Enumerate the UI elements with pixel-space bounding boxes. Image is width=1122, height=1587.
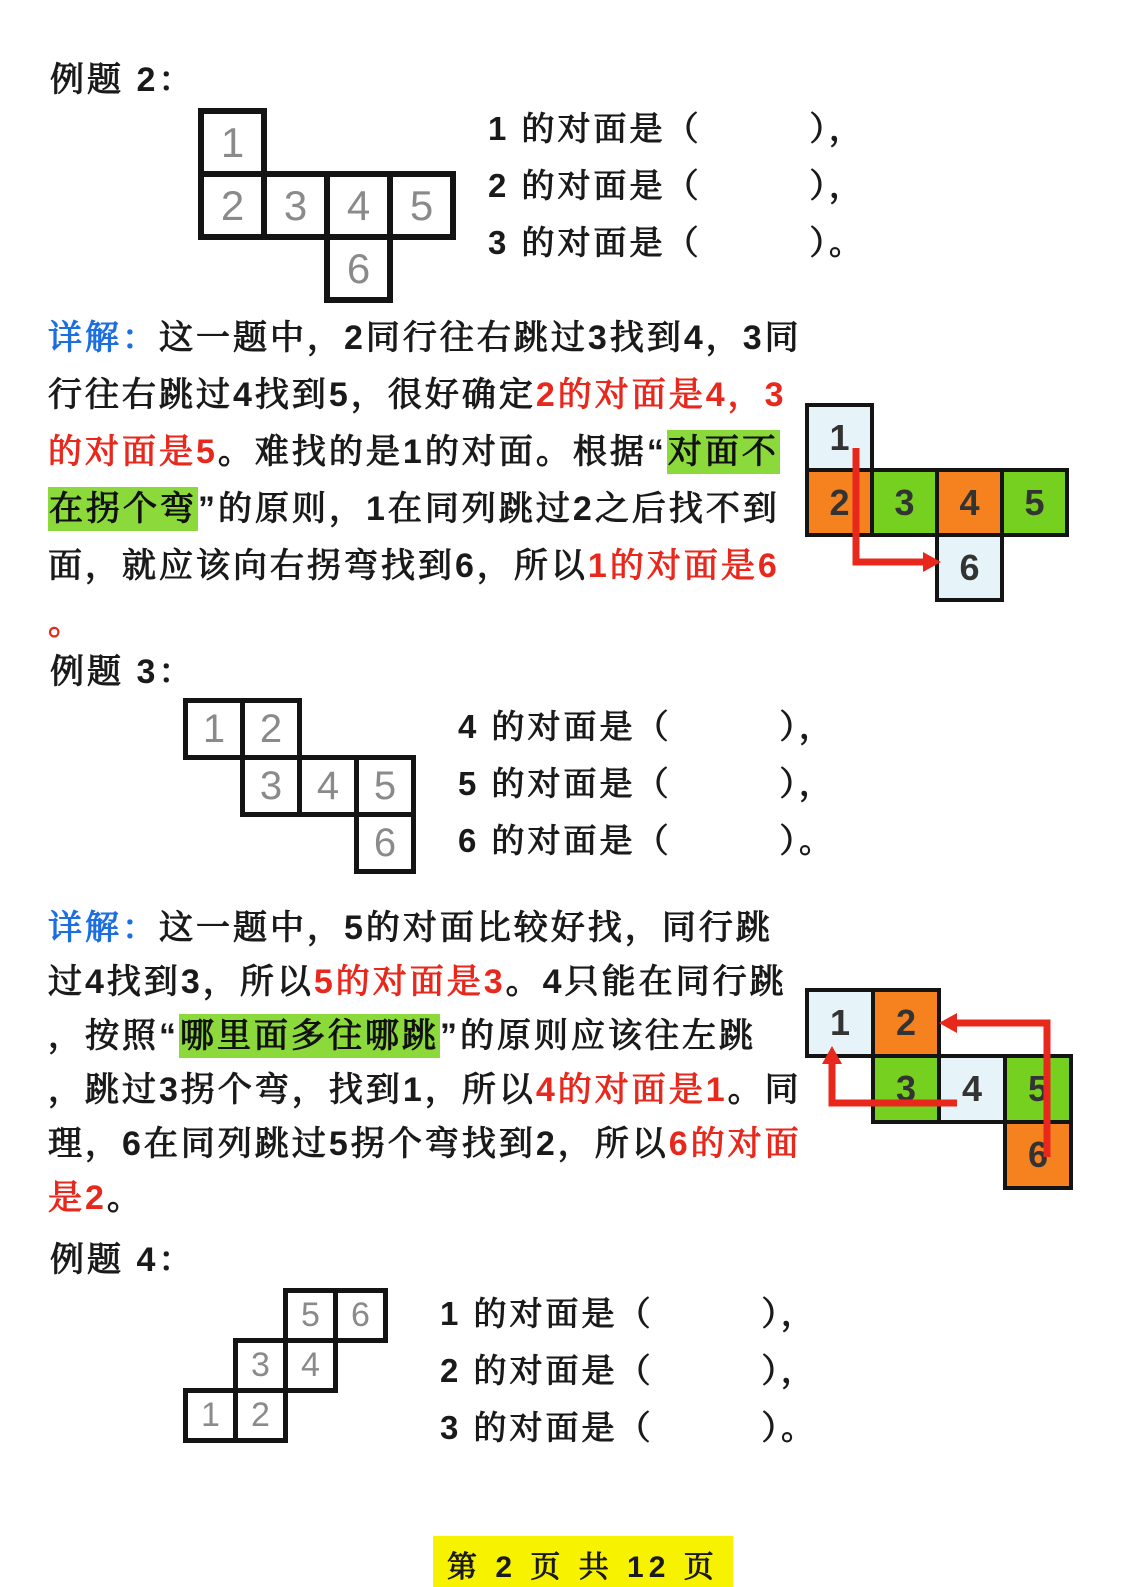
explanation-line xyxy=(48,538,828,595)
explanation-text: 过4找到3，所以 xyxy=(48,963,314,1001)
explanation-label: 详解： xyxy=(48,319,159,357)
explanation-text: ，按照“ xyxy=(48,1017,179,1055)
net-cell-6: 6 xyxy=(354,812,416,874)
net-cell-6: 6 xyxy=(324,234,393,303)
explanation-line xyxy=(48,424,828,481)
question-line: 3 的对面是（ ）。 xyxy=(440,1409,818,1446)
explanation-text: ，跳过3拐个弯，找到1，所以 xyxy=(48,1071,536,1109)
explanation-text: 。难找的是1的对面。根据“ xyxy=(217,433,667,471)
example2-colored-net xyxy=(805,403,1069,602)
explanation-line xyxy=(48,901,828,955)
net-cell-5: 5 xyxy=(1003,1054,1073,1124)
answer-text: 2的对面是4，3 xyxy=(535,376,787,414)
net-cell-2: 2 xyxy=(871,988,941,1058)
page-number-footer: 第 2 页 共 12 页 xyxy=(433,1536,733,1587)
explanation-text: 。 xyxy=(106,1179,144,1217)
question-line: 2 的对面是（ ）， xyxy=(488,167,866,204)
example2-net-grid xyxy=(198,108,456,303)
net-cell-5: 5 xyxy=(387,171,456,240)
explanation-line xyxy=(48,1117,828,1171)
net-cell-1: 1 xyxy=(198,108,267,177)
answer-text: 1的对面是6 xyxy=(587,547,780,585)
net-cell-3: 3 xyxy=(261,171,330,240)
question-line: 1 的对面是（ ）， xyxy=(440,1295,818,1332)
net-cell-4: 4 xyxy=(324,171,393,240)
example3-colored-net-grid xyxy=(805,988,1073,1190)
highlighted-rule: 在拐个弯 xyxy=(48,487,198,531)
net-cell-5: 5 xyxy=(283,1288,338,1343)
net-cell-3: 3 xyxy=(870,468,939,537)
explanation-line xyxy=(48,1009,828,1063)
example2-colored-net-grid xyxy=(805,403,1069,602)
net-cell-2: 2 xyxy=(198,171,267,240)
net-cell-2: 2 xyxy=(805,468,874,537)
answer-text: 是2 xyxy=(48,1179,107,1217)
question-line: 6 的对面是（ ）。 xyxy=(458,822,836,859)
example4-questions xyxy=(440,1285,817,1456)
net-cell-1: 1 xyxy=(183,698,245,760)
net-cell-6: 6 xyxy=(333,1288,388,1343)
net-cell-3: 3 xyxy=(240,755,302,817)
net-cell-4: 4 xyxy=(935,468,1004,537)
explanation-text: 行往右跳过4找到5，很好确定 xyxy=(48,376,536,414)
highlighted-rule: 哪里面多往哪跳 xyxy=(179,1014,440,1058)
explanation-line xyxy=(48,1063,828,1117)
explanation-line xyxy=(48,1171,828,1225)
explanation-label: 详解： xyxy=(48,909,159,947)
explanation-text: 这一题中，2同行往右跳过3找到4，3同 xyxy=(159,319,802,357)
example2-net xyxy=(198,108,456,303)
explanation-text: 。同 xyxy=(727,1071,802,1109)
example4-net-grid xyxy=(183,1288,388,1443)
question-line: 4 的对面是（ ）， xyxy=(458,708,836,745)
net-cell-4: 4 xyxy=(297,755,359,817)
net-cell-4: 4 xyxy=(283,1338,338,1393)
example2-questions xyxy=(488,100,865,271)
net-cell-1: 1 xyxy=(805,403,874,472)
explanation-text: 面，就应该向右拐弯找到6，所以 xyxy=(48,547,588,585)
net-cell-3: 3 xyxy=(233,1338,288,1393)
net-cell-1: 1 xyxy=(805,988,875,1058)
example2-title: 例题 2： xyxy=(50,61,196,99)
question-line: 5 的对面是（ ）， xyxy=(458,765,836,802)
net-cell-2: 2 xyxy=(233,1388,288,1443)
net-cell-4: 4 xyxy=(937,1054,1007,1124)
explanation-line xyxy=(48,955,828,1009)
answer-text: 6的对面 xyxy=(668,1125,802,1163)
explanation-text: 。4只能在同行跳 xyxy=(505,963,787,1001)
explanation-line xyxy=(48,481,828,538)
net-cell-6: 6 xyxy=(1003,1120,1073,1190)
example3-colored-net xyxy=(805,988,1073,1190)
net-cell-5: 5 xyxy=(354,755,416,817)
answer-text: 4的对面是1 xyxy=(535,1071,728,1109)
example4-title: 例题 4： xyxy=(50,1241,196,1279)
example3-explanation xyxy=(48,901,828,1225)
explanation-text: ”的原则，1在同列跳过2之后找不到 xyxy=(198,490,780,528)
highlighted-rule: 对面不 xyxy=(667,430,780,474)
net-cell-2: 2 xyxy=(240,698,302,760)
question-line: 3 的对面是（ ）。 xyxy=(488,224,866,261)
example3-title: 例题 3： xyxy=(50,653,196,691)
answer-text: 。 xyxy=(48,604,85,642)
example3-net xyxy=(183,698,416,874)
net-cell-6: 6 xyxy=(935,533,1004,602)
explanation-line xyxy=(48,367,828,424)
question-line: 2 的对面是（ ）， xyxy=(440,1352,818,1389)
question-line: 1 的对面是（ ）， xyxy=(488,110,866,147)
example4-net xyxy=(183,1288,388,1443)
explanation-line xyxy=(48,310,828,367)
answer-text: 5的对面是3 xyxy=(313,963,506,1001)
example2-explanation xyxy=(48,310,828,652)
explanation-text: 理，6在同列跳过5拐个弯找到2，所以 xyxy=(48,1125,669,1163)
explanation-text: 这一题中，5的对面比较好找，同行跳 xyxy=(159,909,773,947)
answer-text: 的对面是5 xyxy=(48,433,218,471)
explanation-text: ”的原则应该往左跳 xyxy=(440,1017,756,1055)
example3-net-grid xyxy=(183,698,416,874)
example3-questions xyxy=(458,698,835,869)
net-cell-1: 1 xyxy=(183,1388,238,1443)
net-cell-3: 3 xyxy=(871,1054,941,1124)
net-cell-5: 5 xyxy=(1000,468,1069,537)
